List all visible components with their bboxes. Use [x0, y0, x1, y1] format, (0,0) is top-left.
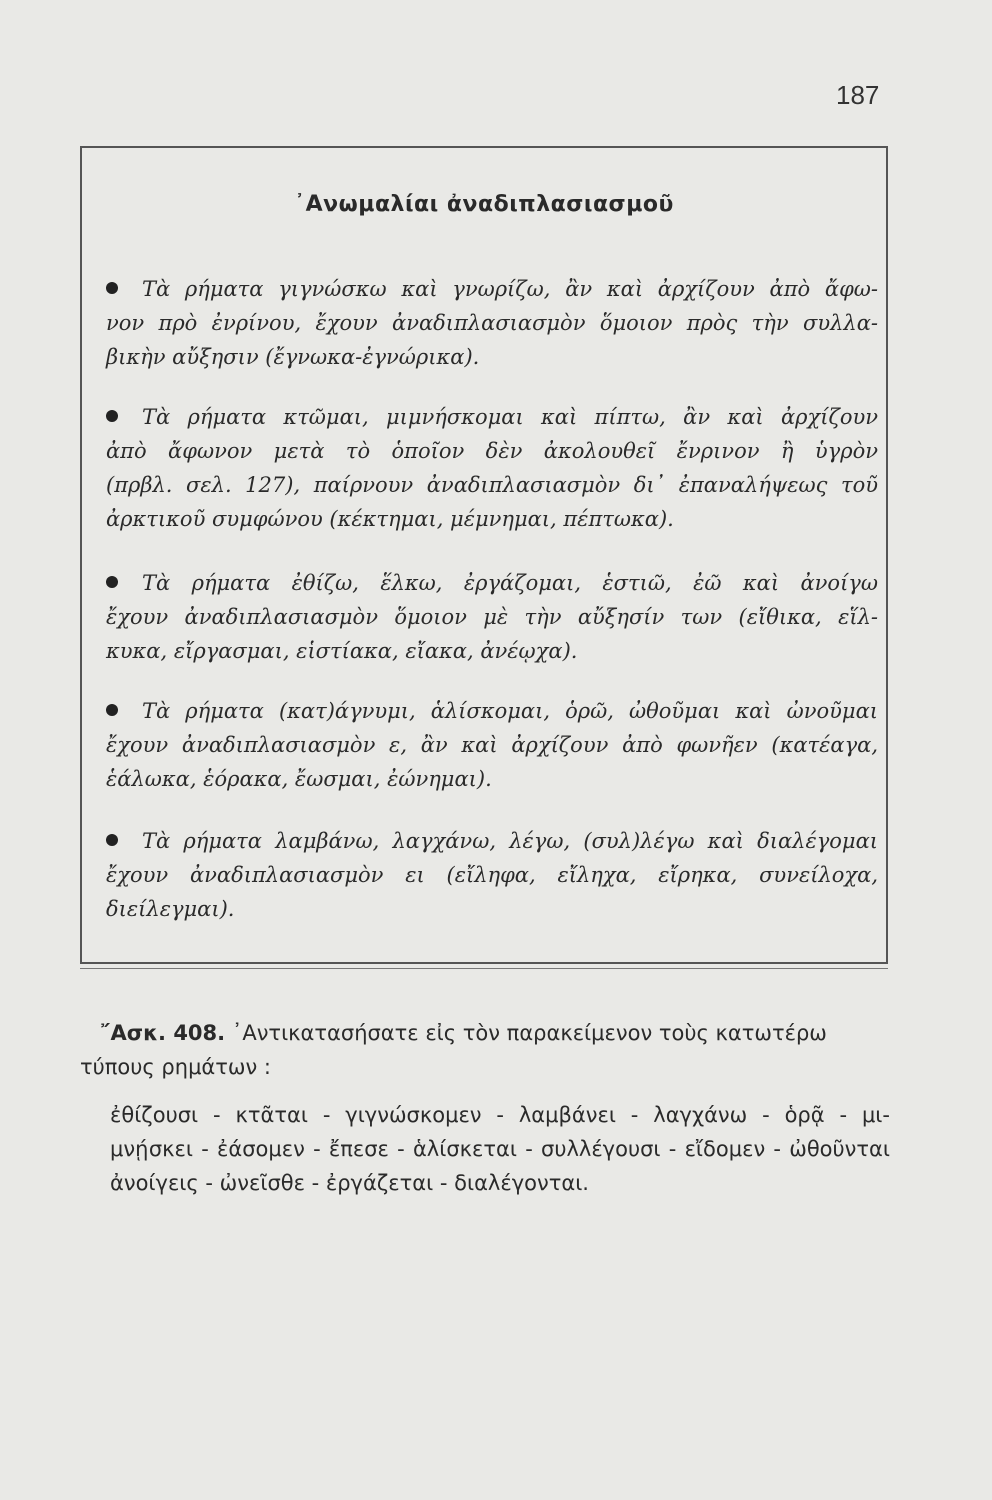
- rule-2-line-1: [106, 400, 878, 434]
- rule-5: [106, 824, 878, 926]
- rule-1-line-2: νον πρὸ ἐνρίνου, ἔχουν ἀναδιπλασιασμὸν ὅμοιον πρὸς τὴν συλλα-: [106, 311, 878, 335]
- exercise-line-2: μνῄσκει - ἐάσομεν - ἔπεσε - ἁλίσκεται - συλλέγουσι - εἴδομεν - ὠθοῦνται: [110, 1137, 890, 1161]
- rule-5-line-2: ἔχουν ἀναδιπλασιασμὸν ει (εἴληφα, εἴληχα, εἴρηκα, συνείλοχα,: [106, 863, 878, 887]
- grammar-rule-box: [80, 146, 888, 964]
- rule-1-line-1: [106, 272, 878, 306]
- rule-text: Τὰ ρήματα (κατ)άγνυμι, ἁλίσκομαι, ὁρῶ, ὠθοῦμαι καὶ ὠνοῦμαι: [142, 699, 878, 723]
- bullet-icon: [106, 834, 118, 846]
- rule-text: Τὰ ρήματα λαμβάνω, λαγχάνω, λέγω, (συλ)λέγω καὶ διαλέγομαι: [142, 829, 878, 853]
- rule-text: Τὰ ρήματα γιγνώσκω καὶ γνωρίζω, ἂν καὶ ἀρχίζουν ἀπὸ ἄφω-: [142, 277, 878, 301]
- rule-4-line-1: [106, 694, 878, 728]
- rule-text: Τὰ ρήματα ἐθίζω, ἕλκω, ἐργάζομαι, ἑστιῶ, ἐῶ καὶ ἀνοίγω: [142, 571, 878, 595]
- rule-1-line-3: βικὴν αὔξησιν (ἔγνωκα-ἐγνώρικα).: [106, 345, 480, 369]
- box-title: ᾿Ανωμαλίαι ἀναδιπλασιασμοῦ: [294, 192, 674, 217]
- rule-4-line-2: ἔχουν ἀναδιπλασιασμὸν ε, ἂν καὶ ἀρχίζουν ἀπὸ φωνῆεν (κατέαγα,: [106, 733, 878, 757]
- exercise-instruction-line: [100, 1016, 890, 1050]
- rule-2-line-2: ἀπὸ ἄφωνον μετὰ τὸ ὁποῖον δὲν ἀκολουθεῖ ἔνρινον ἢ ὑγρὸν: [106, 439, 878, 463]
- rule-4-line-3: ἑάλωκα, ἑόρακα, ἔωσμαι, ἐώνημαι).: [106, 767, 492, 791]
- rule-2: [106, 400, 878, 536]
- rule-1: [106, 272, 878, 374]
- rule-2-line-3: (πρβλ. σελ. 127), παίρνουν ἀναδιπλασιασμὸν δι᾿ ἐπαναλήψεως τοῦ: [106, 473, 878, 497]
- rule-3: [106, 566, 878, 668]
- rule-2-line-4: ἀρκτικοῦ συμφώνου (κέκτημαι, μέμνημαι, πέπτωκα).: [106, 507, 674, 531]
- exercise-heading: [80, 1016, 890, 1084]
- rule-3-line-3: κυκα, εἴργασμαι, εἱστίακα, εἴακα, ἀνέῳχα).: [106, 639, 578, 663]
- page-number: 187: [836, 80, 880, 110]
- exercise-verb-list: [110, 1098, 890, 1200]
- bullet-icon: [106, 576, 118, 588]
- exercise-label: ῎Ασκ. 408.: [100, 1021, 226, 1045]
- exercise-instruction-cont: τύπους ρημάτων :: [80, 1055, 271, 1079]
- box-bottom-rule: [80, 968, 888, 969]
- exercise-line-3: ἀνοίγεις - ὠνεῖσθε - ἐργάζεται - διαλέγονται.: [110, 1171, 589, 1195]
- rule-text: Τὰ ρήματα κτῶμαι, μιμνήσκομαι καὶ πίπτω, ἂν καὶ ἀρχίζουν: [142, 405, 878, 429]
- bullet-icon: [106, 282, 118, 294]
- rule-3-line-2: ἔχουν ἀναδιπλασιασμὸν ὅμοιον μὲ τὴν αὔξησίν των (εἴθικα, εἵλ-: [106, 605, 878, 629]
- exercise-line-1: ἐθίζουσι - κτᾶται - γιγνώσκομεν - λαμβάνει - λαγχάνω - ὁρᾷ - μι-: [110, 1103, 890, 1127]
- exercise-instruction: ᾿Αντικατασήσατε εἰς τὸν παρακείμενον τοὺς κατωτέρω: [231, 1021, 827, 1045]
- rule-5-line-1: [106, 824, 878, 858]
- rule-5-line-3: διείλεγμαι).: [106, 897, 235, 921]
- bullet-icon: [106, 410, 118, 422]
- bullet-icon: [106, 704, 118, 716]
- rule-3-line-1: [106, 566, 878, 600]
- rule-4: [106, 694, 878, 796]
